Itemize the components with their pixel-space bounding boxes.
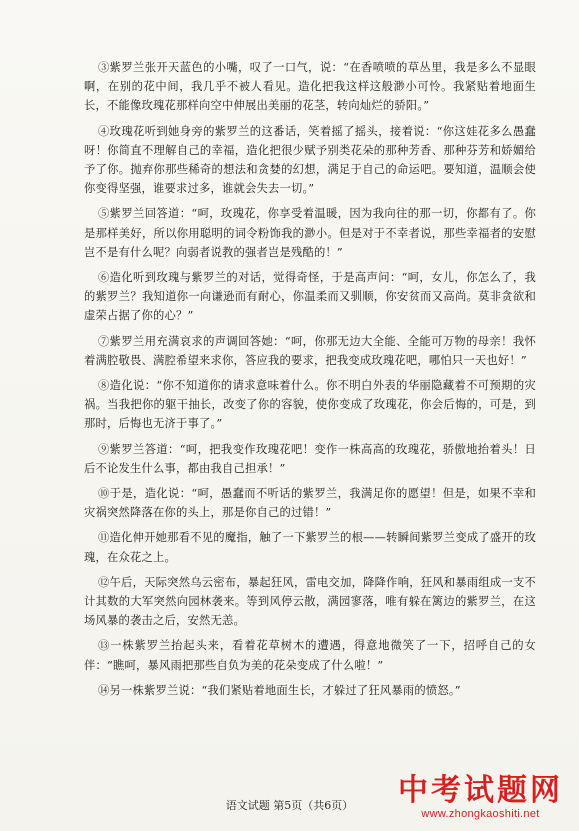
paragraph-3: ③紫罗兰张开天蓝色的小嘴，叹了一口气，说：“在香喷喷的草丛里，我是多么不显眼啊，在别的花中间，我几乎不被人看见。造化把我这样这般渺小可怜。我紧贴着地面生长，不能像玫瑰花那样向空中伸展出美丽的花茎，转向灿烂的骄阳。”	[84, 61, 536, 113]
watermark-title: 中考试题网	[398, 773, 563, 808]
paragraph-4: ④玫瑰花听到她身旁的紫罗兰的这番话，笑着摇了摇头，接着说：“你这娃花多么愚蠢呀！你简直不理解自己的幸福，造化把很少赋予别类花朵的那种芳香、那种芬芳和娇媚给予了你。抛弃你那些稀奇的想法和贪婪的幻想，满足于自己的命运吧。要知道，温顺会使你变得坚强，谁要求过多，谁就会失去一切。”	[84, 124, 536, 196]
paragraph-7: ⑦紫罗兰用充满哀求的声调回答她：“呵，你那无边大全能、全能可万物的母亲！我怀着满腔敬畏、满腔希望来求你，答应我的要求，把我变成玫瑰花吧，哪怕只一天也好！”	[84, 334, 536, 367]
site-watermark	[398, 774, 563, 820]
paragraph-9: ⑨紫罗兰答道：“呵，把我变作玫瑰花吧！变作一株高高的玫瑰花，骄傲地抬着头！日后不论发生什么事，都由我自己担承！”	[84, 442, 536, 475]
paragraph-13: ⑬一株紫罗兰抬起头来，看着花草树木的遭遇，得意地微笑了一下，招呼自己的女伴：“瞧呵，暴风雨把那些自负为美的花朵变成了什么啦！”	[84, 639, 536, 672]
paragraph-5: ⑤紫罗兰回答道：“呵，玫瑰花，你享受着温暖，因为我向往的那一切，你都有了。你是那样美好，所以你用聪明的词令粉饰我的渺小。但是对于不幸者说，那些幸福者的安慰岂不是有什么呢？向弱者说教的强者岂是残酷的！”	[84, 207, 536, 259]
paragraph-11: ⑪造化伸开她那看不见的魔指，触了一下紫罗兰的根——转瞬间紫罗兰变成了盛开的玫瑰，在众花之上。	[84, 531, 536, 564]
watermark-url: www.zhongkaoshiti.net	[421, 808, 540, 820]
page-footer: 语文试题 第5页（共6页）	[225, 799, 354, 812]
paragraph-8: ⑧造化说：“你不知道你的请求意味着什么。你不明白外表的华丽隐藏着不可预期的灾祸。当我把你的躯干抽长，改变了你的容貌，使你变成了玫瑰花，你会后悔的，可是，到那时，后悔也无济于事了。”	[84, 379, 536, 431]
passage-body	[84, 58, 536, 706]
paragraph-6: ⑥造化听到玫瑰与紫罗兰的对话，觉得奇怪，于是高声问：“呵，女儿，你怎么了，我的紫罗兰？我知道你一向谦逊而有耐心，你温柔而又驯顺，你安贫而又高尚。莫非贪欲和虚荣占据了你的心？”	[84, 271, 536, 323]
paragraph-10: ⑩于是，造化说：“呵，愚蠢而不听话的紫罗兰，我满足你的愿望！但是，如果不幸和灾祸突然降落在你的头上，那是你自己的过错！”	[84, 487, 536, 520]
paragraph-14: ⑭另一株紫罗兰说：“我们紧贴着地面生长，才躲过了狂风暴雨的愤怒。”	[98, 683, 461, 697]
paragraph-12: ⑫午后，天际突然乌云密布，暴起狂风，雷电交加，降降作响，狂风和暴雨组成一支不计其数的大军突然向园林袭来。等到风停云散，满园寥落，唯有躲在篱边的紫罗兰，在这场风暴的袭击之后，安然无恙。	[84, 575, 536, 628]
